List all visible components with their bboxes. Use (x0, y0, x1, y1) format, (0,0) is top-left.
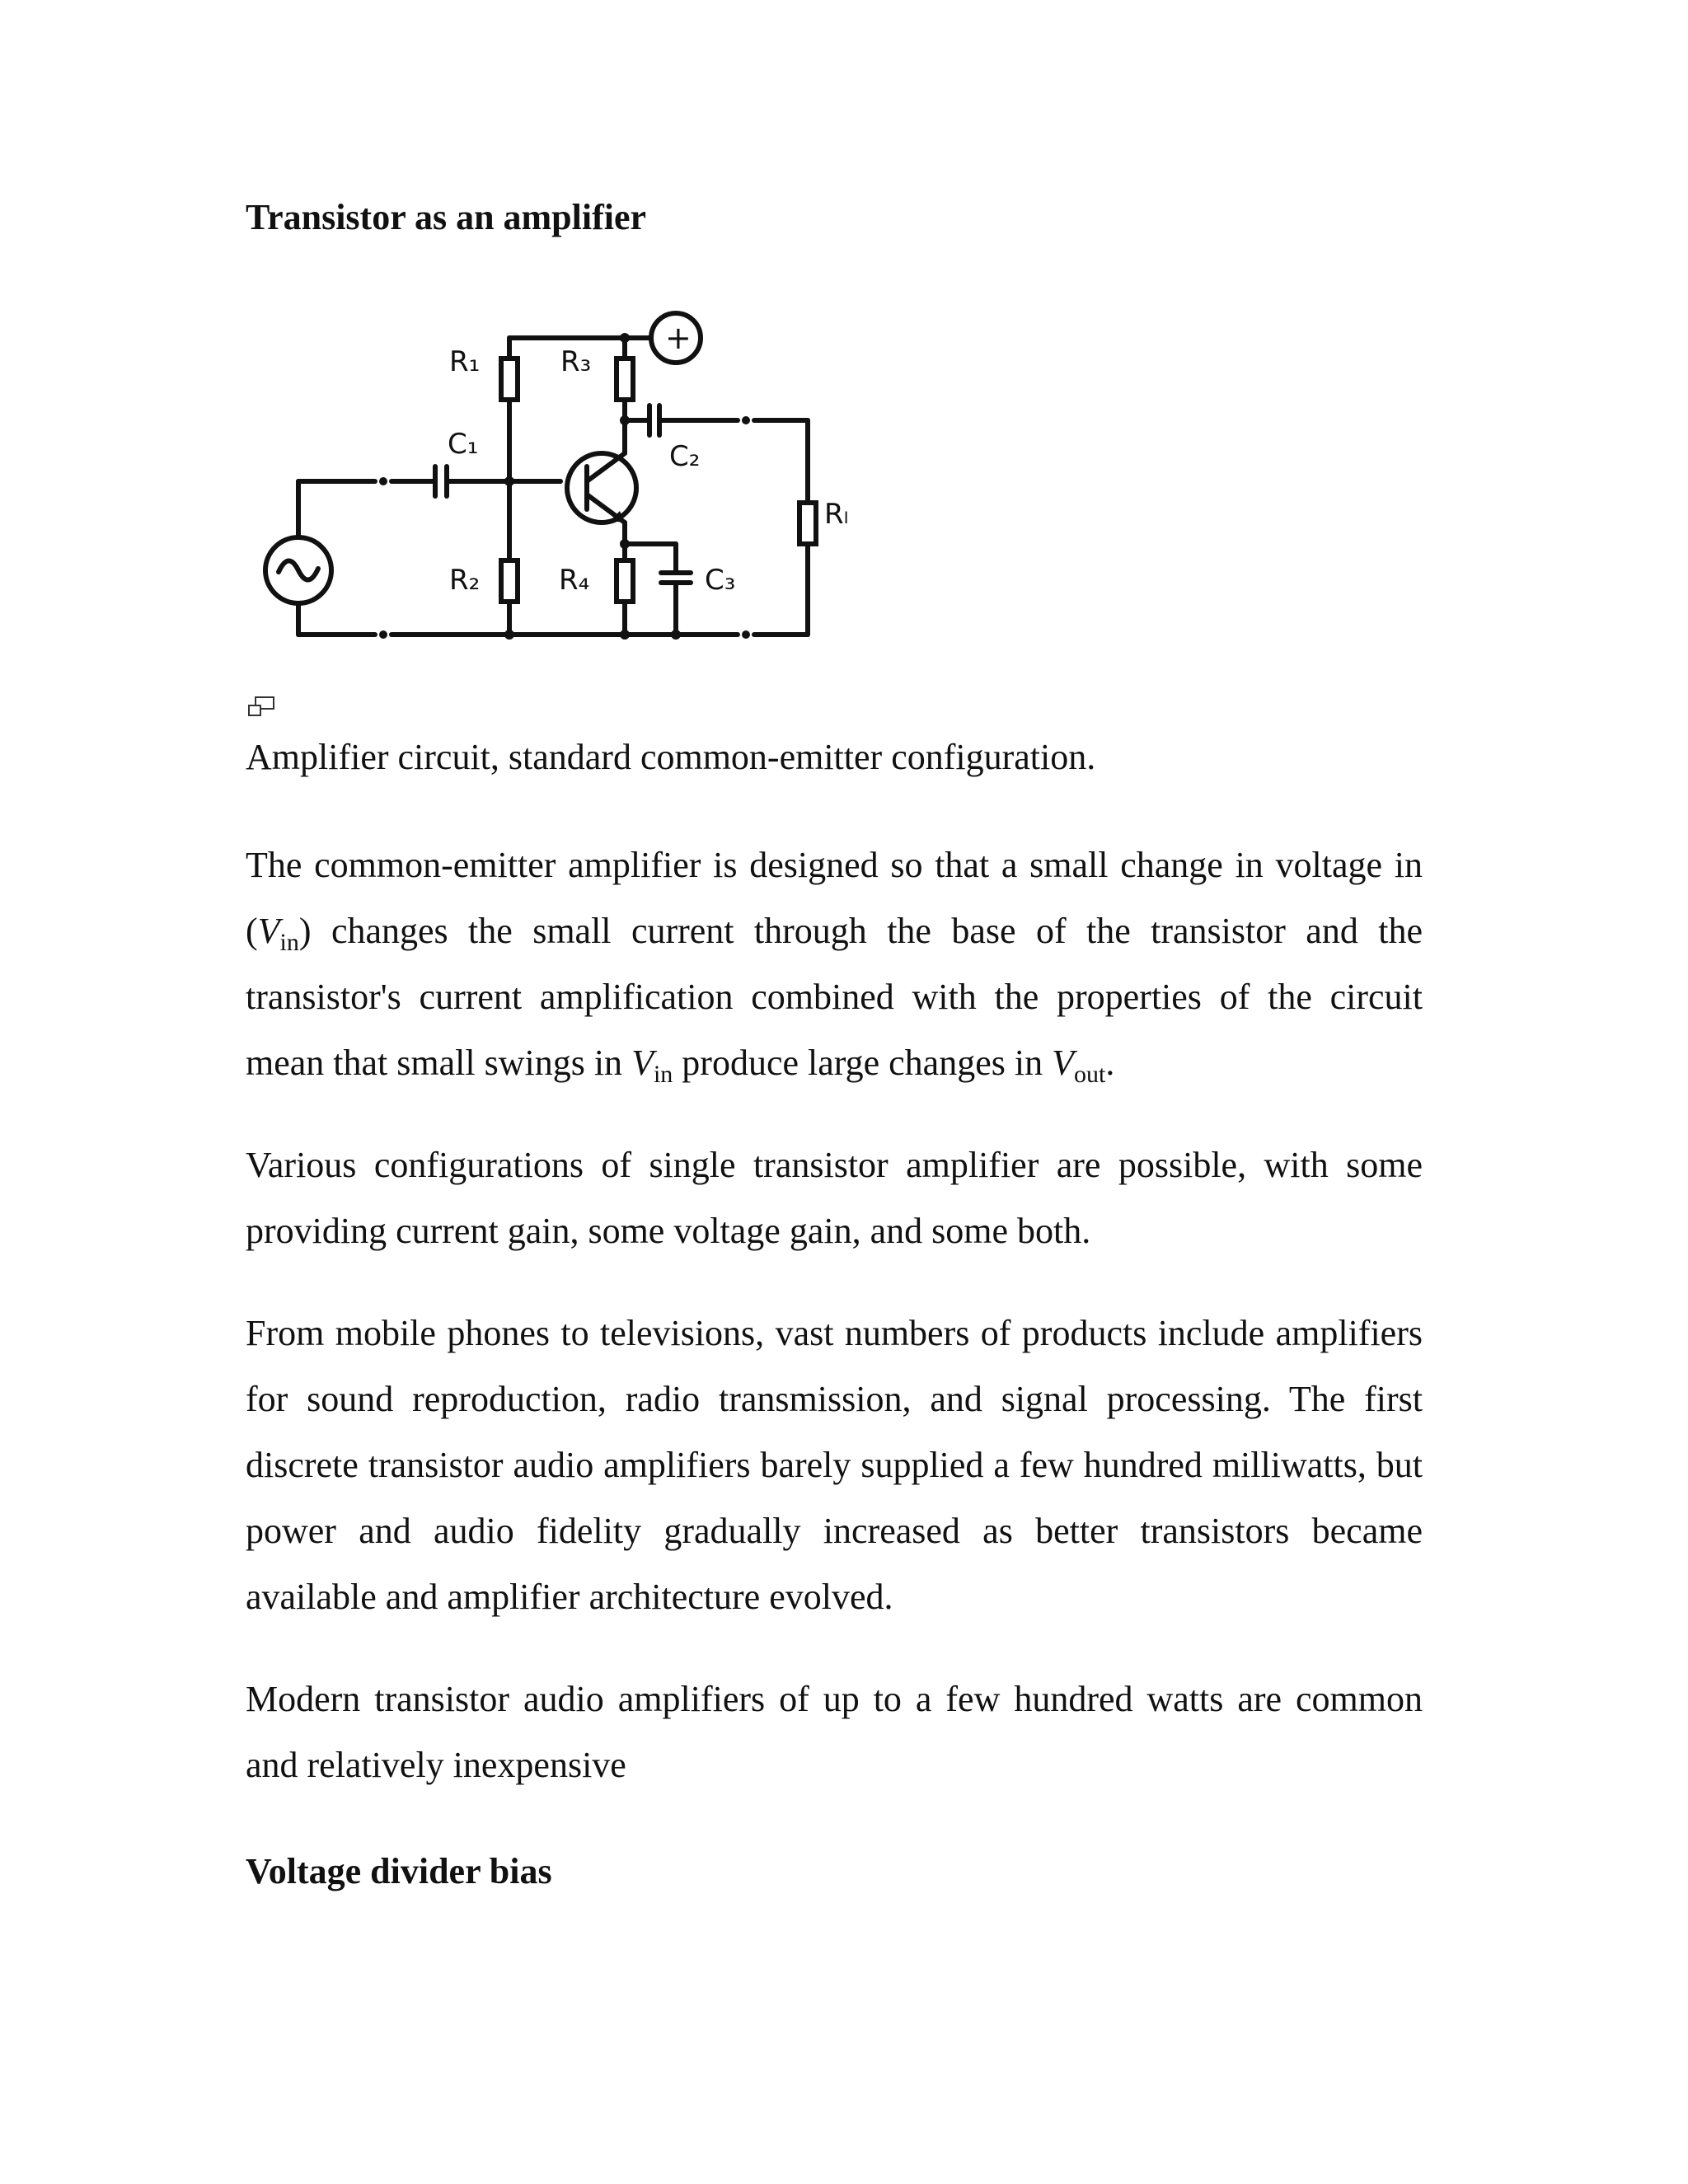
section-heading-voltage-divider: Voltage divider bias (246, 1851, 552, 1891)
r1-label: R₁ (449, 345, 481, 378)
section-heading: Transistor as an amplifier (246, 197, 647, 237)
r3-label: R₃ (560, 345, 592, 378)
paragraph-modern-amplifiers: Modern transistor audio amplifiers of up to a few hundred watts are common and relatively inexpensive (246, 1679, 1423, 1785)
paragraph-common-emitter: The common-emitter amplifier is designed so that a small change in voltage in $(V_{in})$ changes the small current through the base of the transistor and the transistor's current amplification combined with the properties of the circuit mean that small swings in $V_{in}$ produce large changes in $V_{out}$. (246, 845, 1423, 1088)
c1-label: C₁ (448, 428, 479, 461)
c3-label: C₃ (705, 564, 736, 597)
paragraph-products: From mobile phones to televisions, vast numbers of products include amplifiers for sound reproduction, radio transmission, and signal processing. The first discrete transistor audio amplifiers barely supplied a few hundred milliwatts, but power and audio fidelity gradually increased as better transistors became available and amplifier architecture evolved. (246, 1313, 1423, 1617)
c2-label: C₂ (669, 440, 701, 473)
rl-label: Rₗ (824, 498, 849, 531)
r2-label: R₂ (449, 564, 481, 597)
image-placeholder-icon (247, 696, 275, 717)
paragraph-configurations: Various configurations of single transistor amplifier are possible, with some providing current gain, some voltage gain, and some both. (246, 1145, 1423, 1251)
supply-plus-label: + (665, 320, 692, 356)
amplifier-circuit-diagram (247, 305, 890, 651)
figure-caption: Amplifier circuit, standard common-emitter configuration. (246, 737, 1096, 777)
r4-label: R₄ (559, 564, 590, 597)
